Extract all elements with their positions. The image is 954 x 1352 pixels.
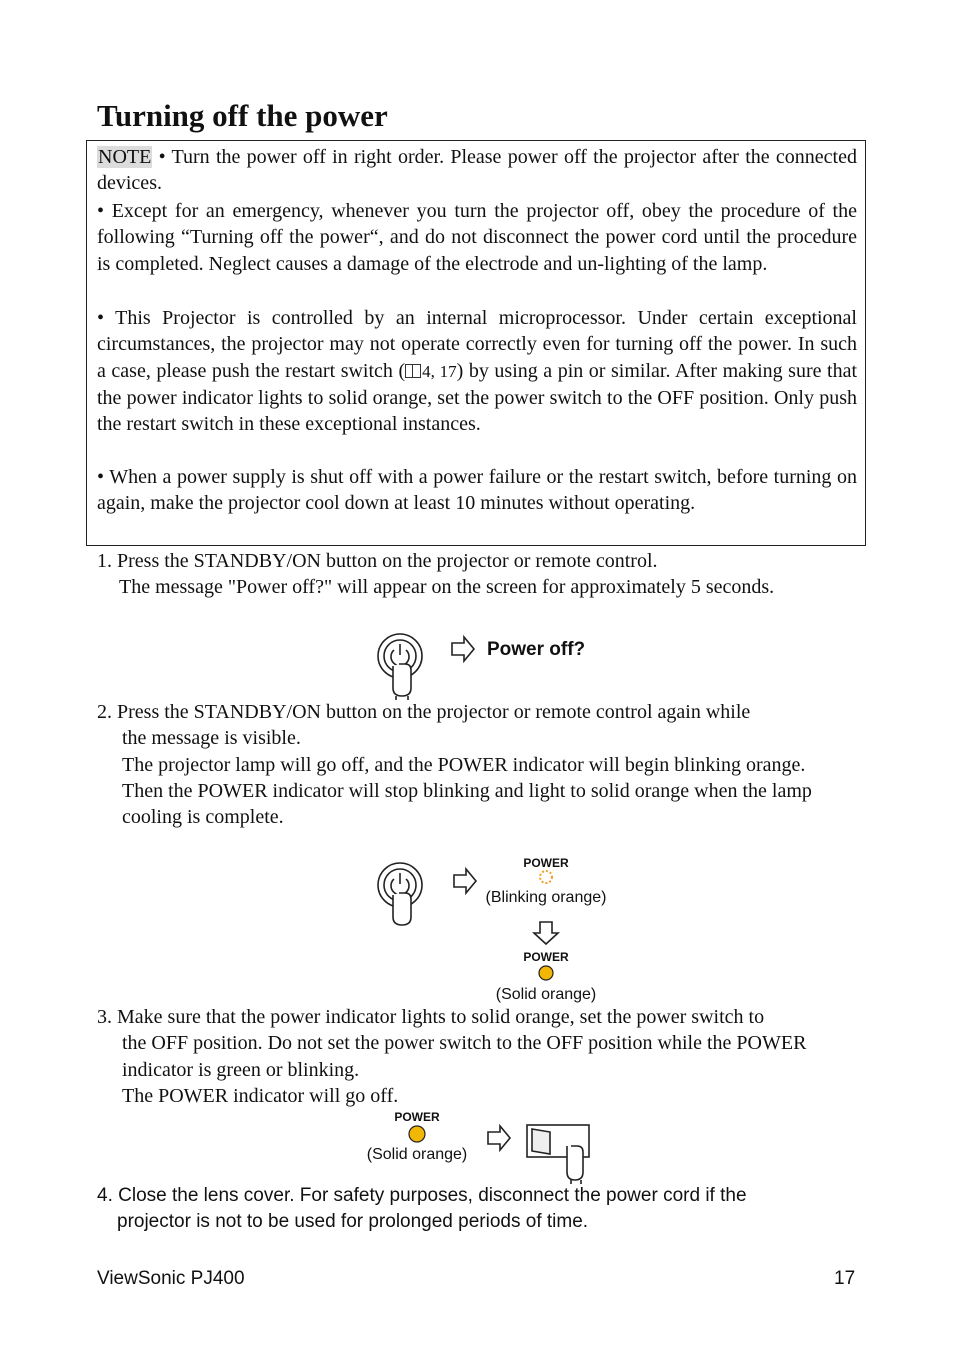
- power-label-3: POWER: [394, 1110, 440, 1124]
- solid-indicator-icon: [539, 966, 553, 980]
- step-4-line-1: 4. Close the lens cover. For safety purposes, disconnect the power cord if the: [97, 1185, 747, 1206]
- step-2-line-1: 2. Press the STANDBY/ON button on the projector or remote control again while: [97, 701, 751, 723]
- note-label: NOTE: [98, 146, 152, 168]
- power-label-1: POWER: [523, 856, 569, 870]
- step-4-line-2: projector is not to be used for prolonged periods of time.: [117, 1210, 589, 1232]
- step-2-line-2: the message is visible.: [122, 727, 301, 750]
- step-1: [97, 548, 867, 601]
- page-number: 17: [834, 1268, 856, 1289]
- blinking-indicator-icon: [540, 871, 552, 883]
- step-4: [97, 1183, 867, 1234]
- note-paragraph-4: • When a power supply is shut off with a power failure or the restart switch, before turning on again, make the projector cool down at least 10 minutes without operating.: [97, 466, 857, 515]
- step-1-line-1: 1. Press the STANDBY/ON button on the projector or remote control.: [97, 550, 658, 572]
- arrow-right-icon: [452, 637, 474, 661]
- solid-orange-label: (Solid orange): [495, 986, 597, 1003]
- power-label-2: POWER: [523, 950, 569, 964]
- note-text-1: • Turn the power off in right order. Please power off the projector after the connected devices.: [97, 146, 857, 195]
- step-2: [97, 699, 867, 830]
- step-3: [97, 1004, 867, 1109]
- note-paragraph-3: [97, 305, 857, 437]
- power-off-message: Power off?: [487, 639, 586, 660]
- footer-product-name: ViewSonic PJ400: [97, 1268, 245, 1289]
- standby-button-press-icon: [378, 863, 422, 925]
- power-switch-icon: [527, 1125, 589, 1184]
- standby-button-press-icon: [378, 634, 422, 700]
- book-reference-icon: [405, 364, 421, 378]
- blinking-orange-label: (Blinking orange): [485, 889, 607, 906]
- note-text-3b: ) by using a pin or similar. After making sure that the power indicator lights to solid orange, set the power switch to the OFF position. Only push the restart switch in these exceptional instances.: [97, 359, 858, 436]
- arrow-down-icon: [534, 922, 558, 944]
- note-paragraph-1: [97, 144, 857, 197]
- note-paragraph-2: • Except for an emergency, whenever you turn the projector off, obey the procedure of the following “Turning off the power“, and do not disconnect the power cord until the procedure is completed. Neglect causes a damage of the electrode and un-lighting of the lamp.: [97, 200, 857, 275]
- solid-indicator-icon: [409, 1126, 425, 1142]
- step-3-line-3: The POWER indicator will go off.: [122, 1084, 399, 1107]
- step-2-line-4: Then the POWER indicator will stop blinking and light to solid orange when the lamp cooling is complete.: [122, 779, 812, 829]
- step-1-line-2: The message "Power off?" will appear on the screen for approximately 5 seconds.: [119, 576, 775, 599]
- figure-power-switch: [360, 1108, 600, 1184]
- note-text-3a: • This Projector is controlled by an internal microprocessor. Under certain exceptional circumstances, the projector may not operate correctly even for turning off the power. In such a case, please push the restart switch (: [97, 307, 857, 382]
- arrow-right-icon: [454, 869, 476, 893]
- page-reference: 4, 17: [422, 361, 457, 381]
- arrow-right-icon: [488, 1126, 510, 1150]
- figure-power-indicator: [370, 853, 620, 1005]
- step-2-line-3: The projector lamp will go off, and the POWER indicator will begin blinking orange.: [122, 753, 806, 776]
- figure-power-off: [370, 626, 610, 700]
- step-3-line-1: 3. Make sure that the power indicator lights to solid orange, set the power switch to: [97, 1006, 765, 1028]
- page-title: Turning off the power: [97, 98, 388, 133]
- solid-orange-label-2: (Solid orange): [366, 1146, 468, 1163]
- step-3-line-2: the OFF position. Do not set the power switch to the OFF position while the POWER indicator is green or blinking.: [122, 1032, 807, 1081]
